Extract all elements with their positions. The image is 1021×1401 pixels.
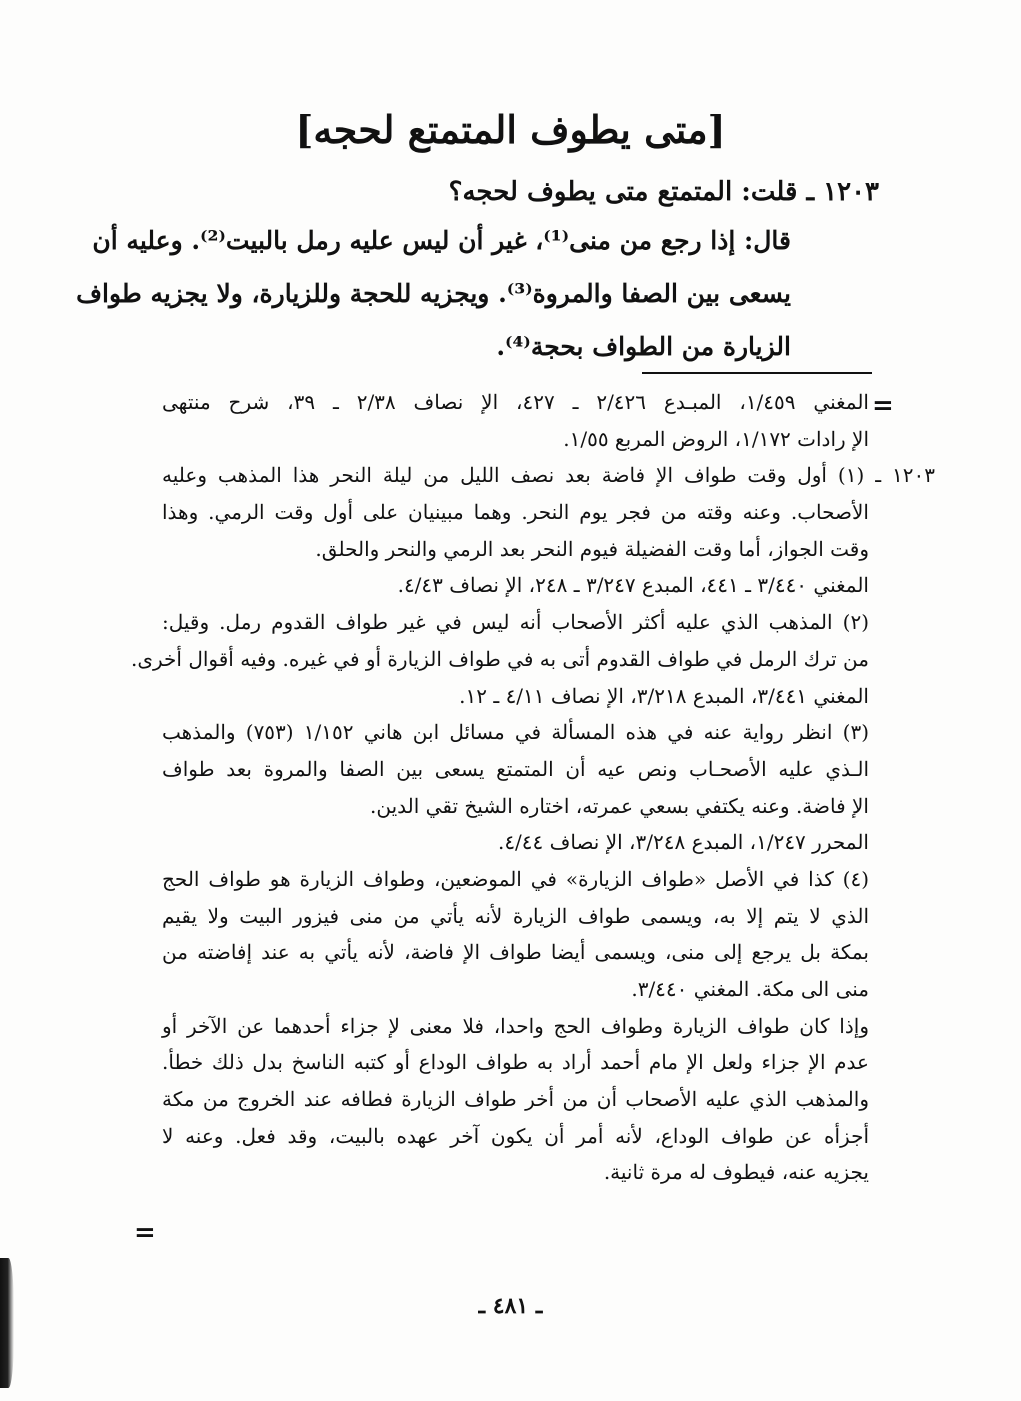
footnote-line: الـذي عليه الأصحـاب ونص عيه أن المتمتع يسعى بين الصفا والمروة بعد طواف <box>162 756 869 781</box>
footnote-line: (٢) المذهب الذي عليه أكثر الأصحاب أنه ليس في غير طواف القدوم رمل. وقيل: <box>162 610 869 635</box>
footnote-line: يجزيه عنه، فيطوف له مرة ثانية. <box>603 1160 869 1185</box>
footnote-line: الأصحاب. وعنه وقته من فجر يوم النحر. وهما مبينيان على أول وقت الرمي. وهذا <box>162 500 869 525</box>
answer-line: الزيارة من الطواف بحجة⁽⁴⁾. <box>496 332 791 361</box>
footnote-line: المحرر ١/٢٤٧، المبدع ٣/٢٤٨، الإ نصاف ٤/٤٤. <box>497 830 869 855</box>
question-text: قلت: المتمتع متى يطوف لحجه؟ <box>448 177 798 207</box>
page-number: ـ ٤٨١ ـ <box>478 1293 543 1319</box>
footnote-line: عدم الإ جزاء ولعل الإ مام أحمد أراد به طواف الوداع أو كتبه الناسخ بدل ذلك خطأ. <box>162 1050 869 1075</box>
footnote-line: الذي لا يتم إلا به، ويسمى طواف الزيارة لأنه يأتي من منى فيزور البيت ولا يقيم <box>162 903 869 928</box>
footnote-separator <box>642 372 872 374</box>
question-number: ١٢٠٣ ـ <box>806 177 879 207</box>
footnote-line: بمكة بل يرجع إلى منى، ويسمى أيضا طواف الإ فاضة، لأنه يأتي به عند إفاضته من <box>162 940 869 965</box>
footnote-line: وقت الجواز، أما وقت الفضيلة فيوم النحر بعد الرمي والنحر والحلق. <box>315 536 869 561</box>
footnotes <box>131 384 935 1191</box>
question <box>159 168 879 216</box>
answer-text <box>76 214 791 373</box>
footnote-line: المغني ٣/٤٤١، المبدع ٣/٢١٨، الإ نصاف ٤/١١ ـ ١٢. <box>459 683 869 708</box>
footnote-line: من ترك الرمل في طواف القدوم أتى به في طواف الزيارة أو في غيره. وفيه أقوال أخرى. <box>131 646 869 671</box>
footnote-line: (٣) انظر رواية عنه في هذه المسألة في مسائل ابن هاني ١/١٥٢ (٧٥٣) والمذهب <box>162 720 869 745</box>
footnote-line: (٤) كذا في الأصل «طواف الزيارة» في الموضعين، وطواف الزيارة هو طواف الحج <box>162 866 869 891</box>
scan-edge-shadow <box>0 1258 14 1388</box>
continuation-marker-top: = <box>872 391 894 421</box>
footnote-line: والمذهب الذي عليه الأصحاب أن من أخر طواف الزيارة فطافه عند الخروج من مكة <box>162 1087 869 1112</box>
answer-line: يسعى بين الصفا والمروة⁽³⁾. ويجزيه للحجة وللزيارة، ولا يجزيه طواف <box>76 279 791 308</box>
footnote-line: الإ فاضة. وعنه يكتفي بسعي عمرته، اختاره الشيخ تقي الدين. <box>370 793 869 818</box>
answer-line: قال: إذا رجع من منى⁽¹⁾، غير أن ليس عليه رمل بالبيت⁽²⁾. وعليه أن <box>92 226 791 255</box>
footnote-line: المغني ١/٤٥٩، المبـدع ٢/٤٢٦ ـ ٤٢٧، الإ نصاف ٢/٣٨ ـ ٣٩، شرح منتهى <box>162 390 869 414</box>
footnote-line: المغني ٣/٤٤٠ ـ ٤٤١، المبدع ٣/٢٤٧ ـ ٢٤٨، الإ نصاف ٤/٤٣. <box>397 573 869 598</box>
page-title: [متى يطوف المتمتع لحجه] <box>295 107 726 152</box>
footnote-line: ١٢٠٣ ـ (١) أول وقت طواف الإ فاضة بعد نصف الليل من ليلة النحر هذا المذهب وعليه <box>162 463 935 488</box>
footnote-line: الإ رادات ١/١٧٢، الروض المربع ١/٥٥. <box>563 426 869 451</box>
footnote-line: منى الى مكة. المغني ٣/٤٤٠. <box>631 977 869 1001</box>
continuation-marker-bottom: = <box>134 1218 156 1248</box>
footnote-line: وإذا كان طواف الزيارة وطواف الحج واحدا، فلا معنى لإ جزاء أحدهما عن الآخر أو <box>162 1013 869 1038</box>
footnote-line: أجزأه عن طواف الوداع، لأنه أمر أن يكون آخر عهده بالبيت، وقد فعل. وعنه لا <box>162 1123 869 1148</box>
